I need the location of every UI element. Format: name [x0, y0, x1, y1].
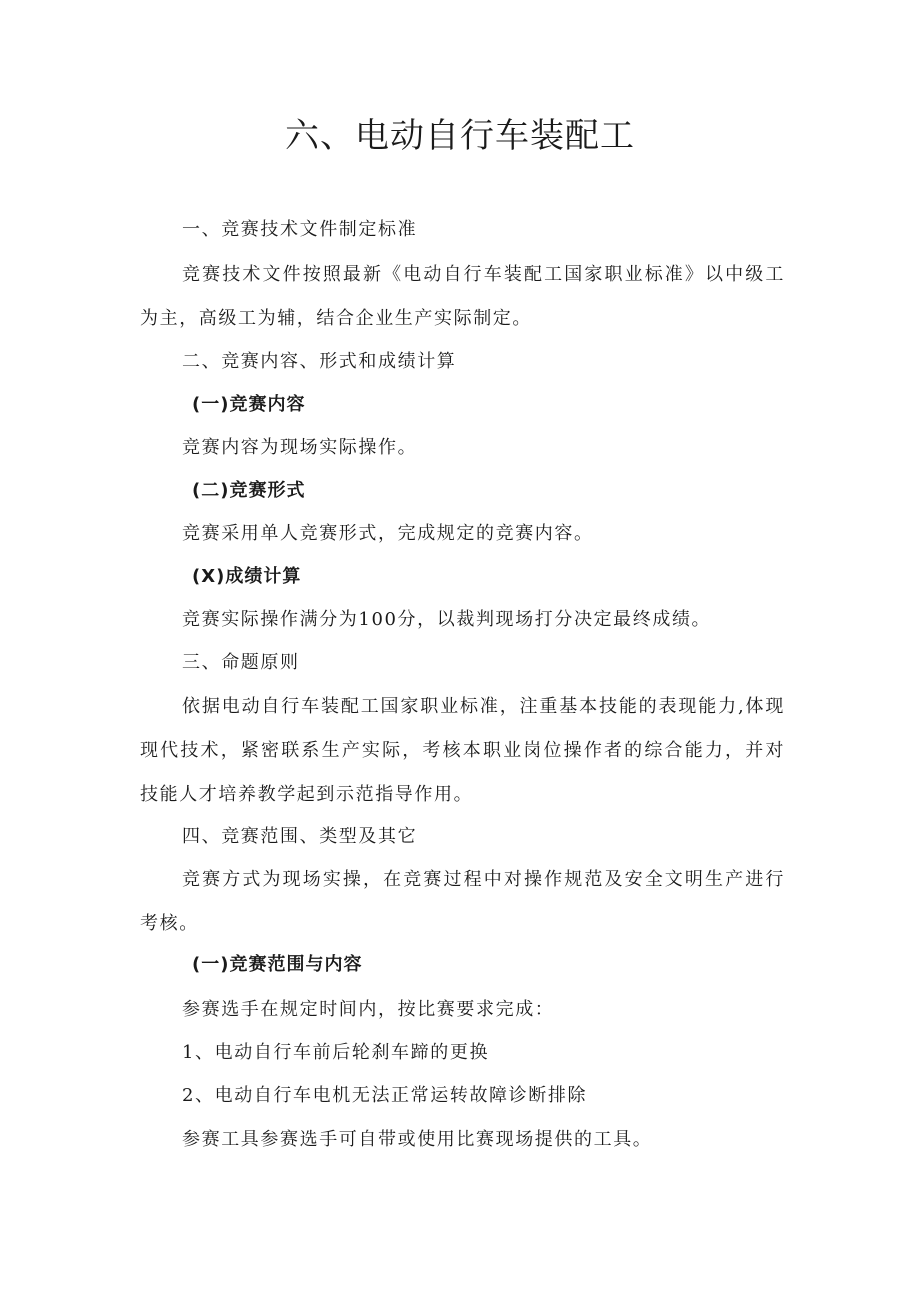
section-heading-4: 四、竞赛范围、类型及其它	[182, 826, 418, 847]
subheading-competition-form: (二)竞赛形式	[192, 480, 306, 501]
section-heading-1: 一、竞赛技术文件制定标准	[182, 219, 418, 240]
body-competition-content: 竞赛内容为现场实际操作。	[182, 437, 418, 458]
section-body-4: 竞赛方式为现场实操，在竞赛过程中对操作规范及安全文明生产进行考核。	[140, 869, 785, 934]
body-scope-intro: 参赛选手在规定时间内，按比赛要求完成：	[182, 999, 555, 1020]
section-body-1: 竞赛技术文件按照最新《电动自行车装配工国家职业标准》以中级工为主，高级工为辅，结合企业生产实际制定。	[140, 264, 785, 329]
document-title: 六、电动自行车装配工	[285, 116, 635, 156]
body-tools: 参赛工具参赛选手可自带或使用比赛现场提供的工具。	[182, 1129, 653, 1150]
list-item-2: 2、电动自行车电机无法正常运转故障诊断排除	[182, 1085, 588, 1106]
section-heading-2: 二、竞赛内容、形式和成绩计算	[182, 351, 457, 372]
section-body-3: 依据电动自行车装配工国家职业标准，注重基本技能的表现能力,体现现代技术，紧密联系生产实际，考核本职业岗位操作者的综合能力，并对技能人才培养教学起到示范指导作用。	[140, 696, 785, 805]
section-heading-3: 三、命题原则	[182, 652, 300, 673]
body-score-calculation: 竞赛实际操作满分为100分，以裁判现场打分决定最终成绩。	[182, 609, 712, 630]
subheading-score-calculation: (X)成绩计算	[192, 566, 302, 587]
list-item-1: 1、电动自行车前后轮刹车蹄的更换	[182, 1042, 490, 1063]
subheading-scope-content: (一)竞赛范围与内容	[192, 954, 363, 975]
body-competition-form: 竞赛采用单人竞赛形式，完成规定的竞赛内容。	[182, 523, 594, 544]
subheading-competition-content: (一)竞赛内容	[192, 394, 306, 415]
